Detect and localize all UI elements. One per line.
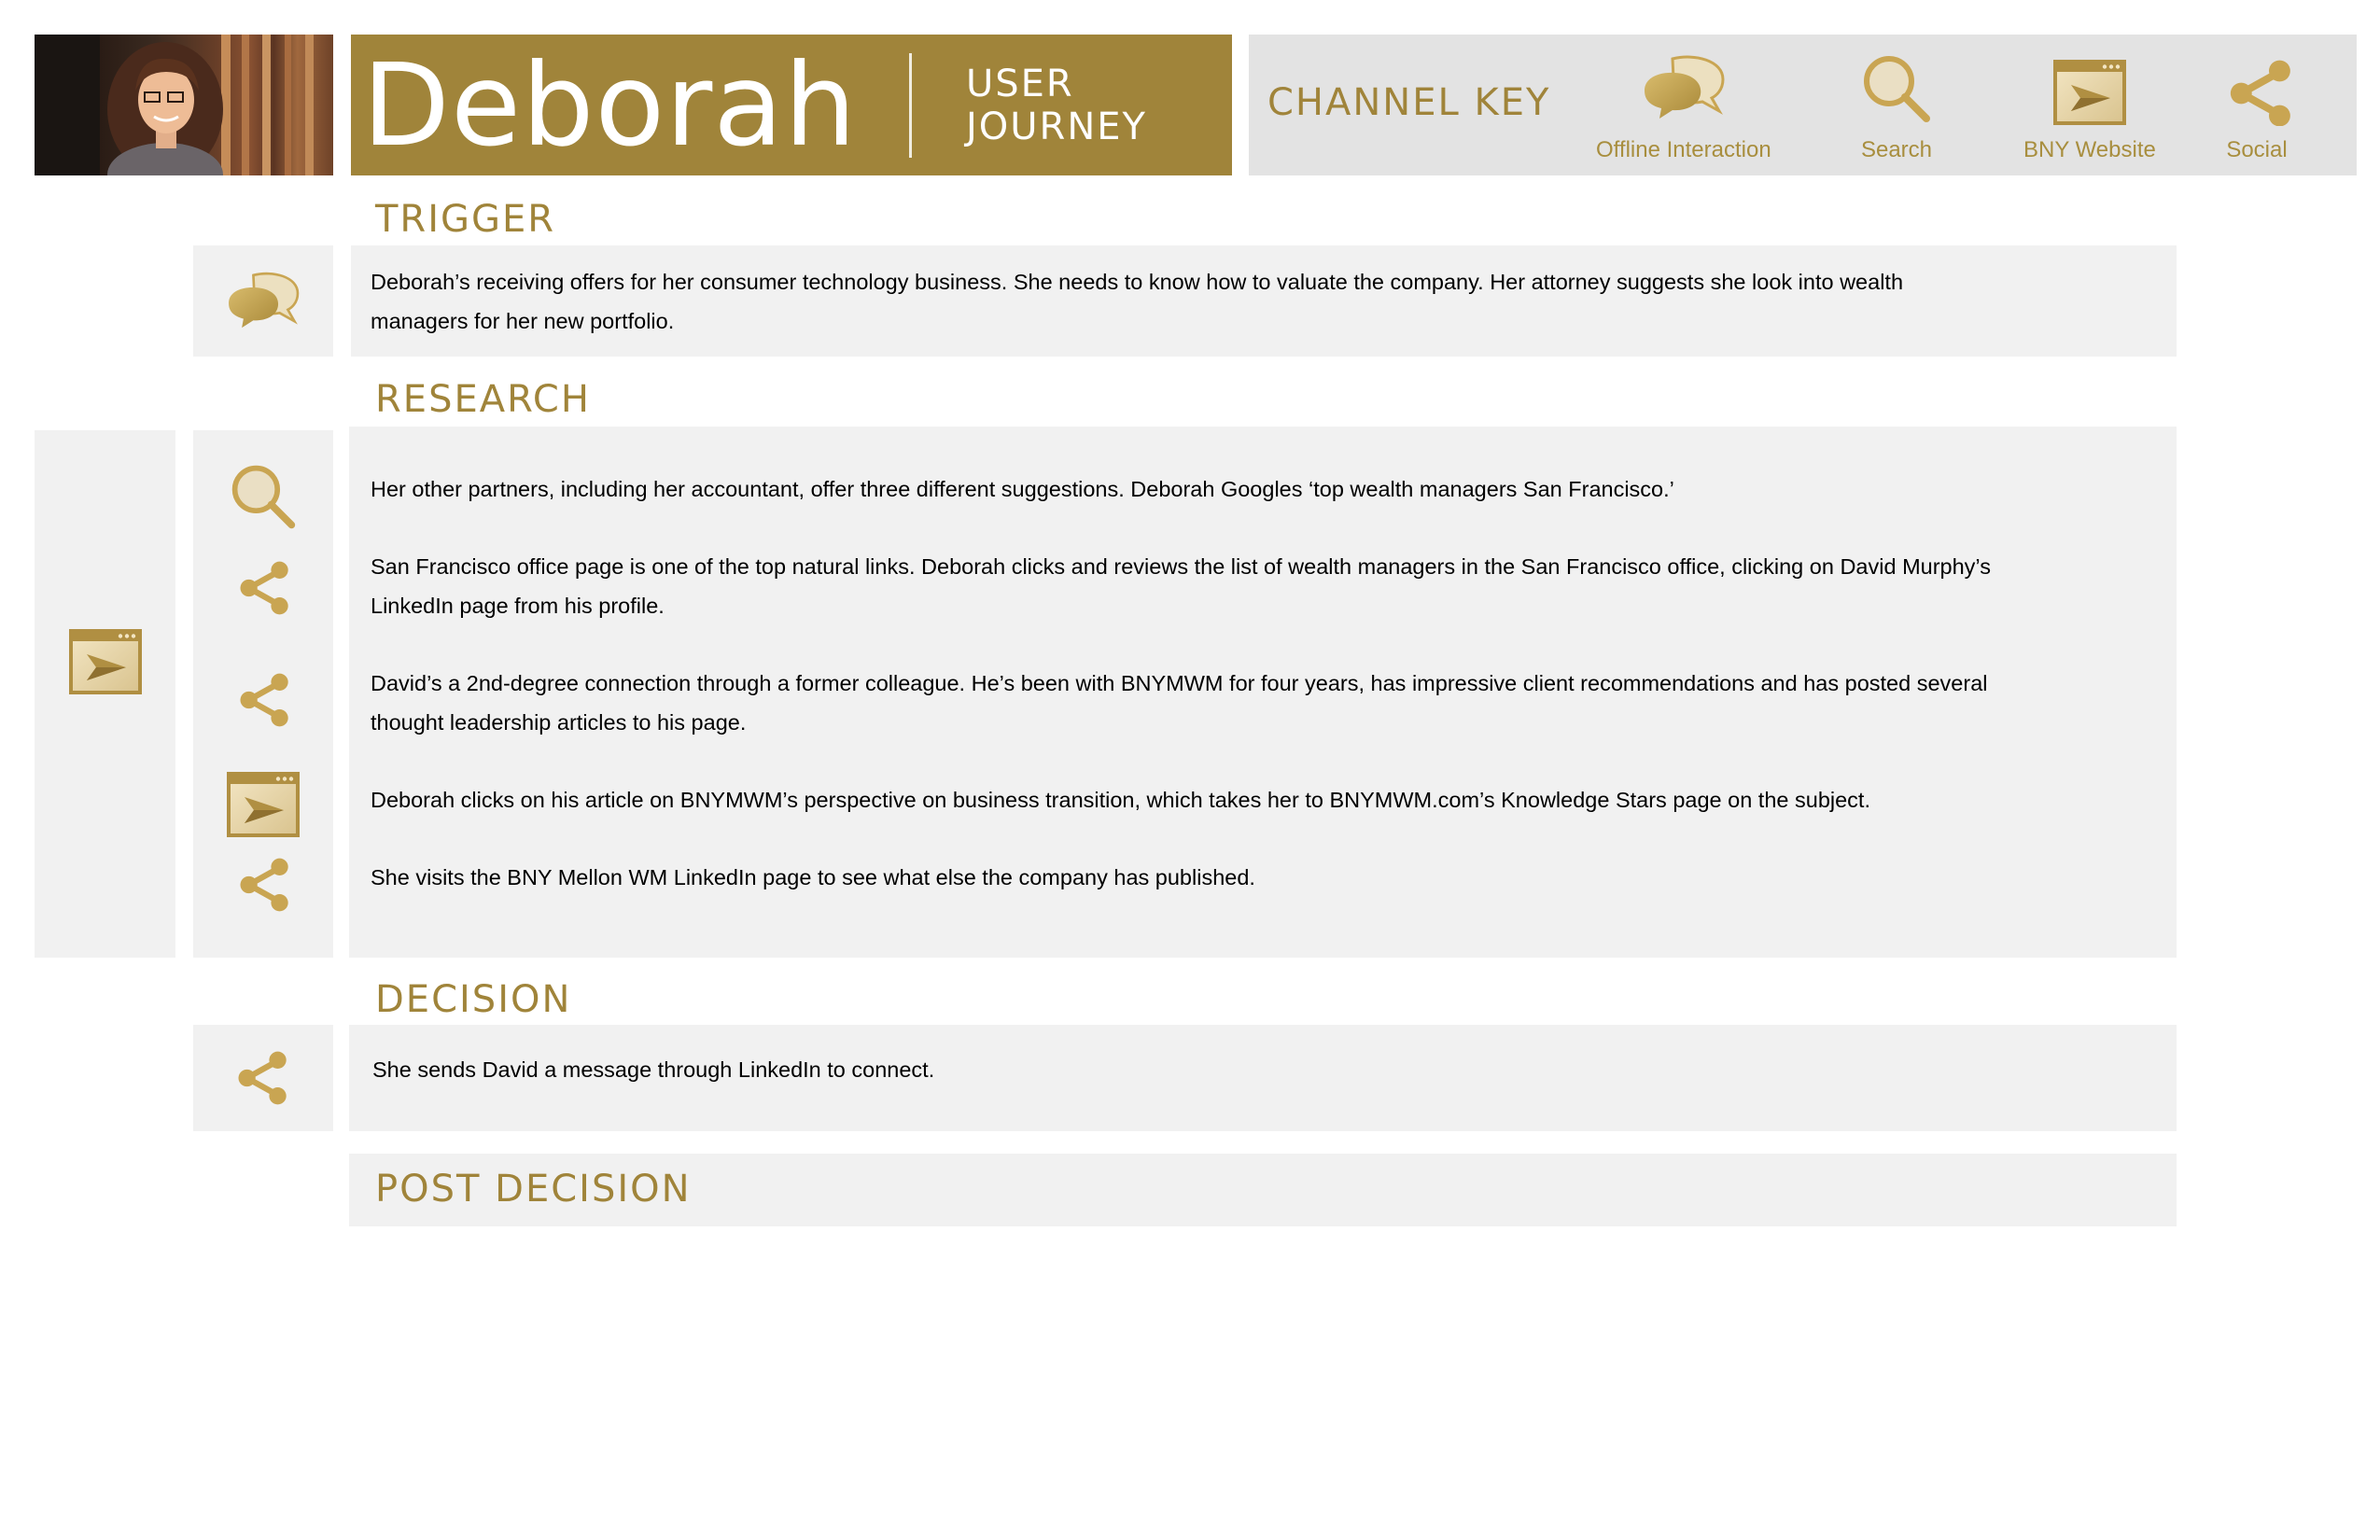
research-paragraph: Deborah clicks on his article on BNYMWM’s perspective on business transition, which takes her to BNYMWM.com’s Knowledge Stars page on the subject.	[371, 788, 1870, 812]
key-item-social	[2219, 51, 2294, 163]
share-icon	[235, 558, 295, 618]
magnifier-icon	[228, 461, 299, 532]
share-icon	[233, 1048, 293, 1108]
key-item-label: BNY Website	[2023, 137, 2156, 162]
research-channel-column	[193, 430, 333, 958]
decision-panel	[349, 1025, 2177, 1131]
decision-channel-column	[193, 1025, 333, 1131]
research-paragraph: San Francisco office page is one of the top natural links. Deborah clicks and reviews the list of wealth managers in the San Francisco office, clicking on David Murphy’s LinkedIn page from his profile.	[371, 554, 1991, 618]
journey-subtitle: USER JOURNEY	[965, 62, 1147, 148]
research-panel	[349, 427, 2177, 958]
browser-window-icon	[226, 771, 301, 838]
key-item-search	[1859, 51, 1934, 163]
research-text	[371, 469, 1995, 897]
trigger-panel	[351, 245, 2177, 357]
section-title-decision: DECISION	[375, 978, 572, 1021]
trigger-text: Deborah’s receiving offers for her consumer technology business. She needs to know how to valuate the company. Her attorney suggests she look into wealth managers for her new portfolio.	[371, 270, 1904, 333]
title-divider	[909, 53, 912, 158]
persona-name: Deborah	[362, 38, 858, 172]
key-item-bny-website	[2023, 51, 2156, 163]
key-item-label: Social	[2226, 137, 2288, 162]
key-item-label: Search	[1860, 137, 1933, 162]
section-title-post-decision: POST DECISION	[375, 1168, 692, 1211]
trigger-channel-column	[193, 245, 333, 357]
research-paragraph: David’s a 2nd-degree connection through a former colleague. He’s been with BNYMWM for four years, has impressive client recommendations and has posted several thought leadership articles to his page.	[371, 671, 1988, 735]
share-icon	[235, 855, 295, 915]
key-item-label: Offline Interaction	[1596, 137, 1771, 162]
magnifier-icon	[1859, 51, 1934, 126]
research-site-column	[35, 430, 175, 958]
section-title-research: RESEARCH	[375, 378, 591, 421]
speech-bubbles-icon	[222, 268, 304, 335]
share-icon	[235, 670, 295, 730]
key-item-offline-interaction	[1596, 51, 1771, 163]
persona-photo-image	[35, 35, 333, 175]
browser-window-icon	[68, 628, 143, 695]
research-paragraph: Her other partners, including her accountant, offer three different suggestions. Deborah Googles ‘top wealth managers San Francisco.’	[371, 477, 1674, 501]
browser-window-icon	[2052, 51, 2127, 126]
decision-text: She sends David a message through LinkedIn to connect.	[372, 1057, 935, 1082]
channel-key-label: CHANNEL KEY	[1267, 81, 1551, 124]
research-paragraph: She visits the BNY Mellon WM LinkedIn page to see what else the company has published.	[371, 865, 1255, 889]
title-banner	[351, 35, 1232, 175]
persona-photo	[35, 35, 333, 175]
post-decision-panel	[349, 1154, 2177, 1226]
speech-bubbles-icon	[1637, 51, 1730, 126]
channel-key	[1249, 35, 2357, 175]
share-icon	[2219, 51, 2294, 126]
section-title-trigger: TRIGGER	[375, 198, 556, 241]
